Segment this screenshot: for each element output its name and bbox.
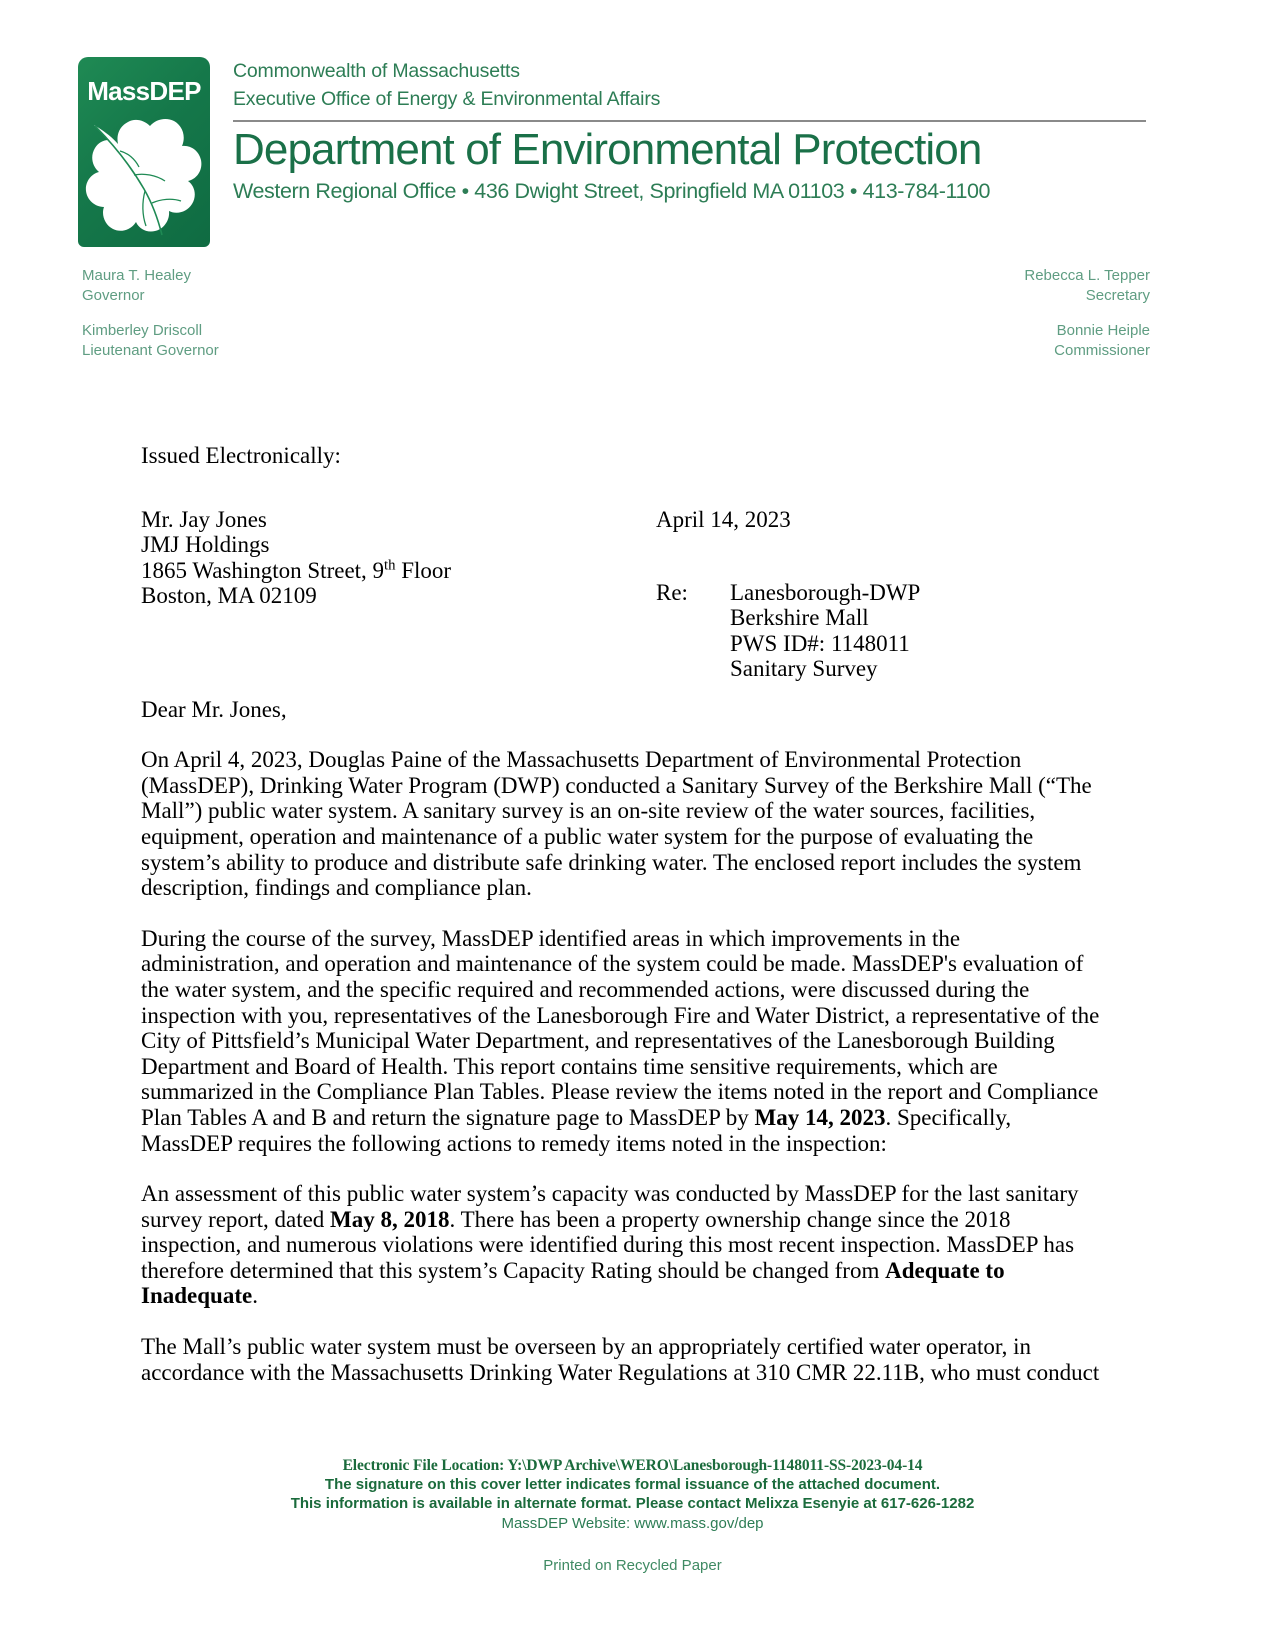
salutation: Dear Mr. Jones, (141, 696, 287, 722)
oak-leaf-icon (82, 107, 210, 247)
official-title: Commissioner (1054, 341, 1150, 359)
official-title: Governor (82, 286, 145, 304)
officials-left-column (82, 266, 219, 376)
reference-line: Sanitary Survey (730, 656, 878, 682)
return-deadline-date: May 14, 2023 (754, 1104, 886, 1130)
regional-office-line: Western Regional Office • 436 Dwight Street, Springfield MA 01103 • 413-784-1100 (233, 179, 991, 203)
official-secretary (1024, 266, 1150, 305)
letter-date: April 14, 2023 (656, 506, 791, 532)
paragraph-text: . (252, 1283, 258, 1309)
official-name: Maura T. Healey (82, 267, 191, 284)
paragraph-survey-findings (141, 926, 1101, 1156)
prior-survey-date: May 8, 2018 (330, 1206, 450, 1232)
reference-label: Re: (656, 579, 688, 605)
department-title: Department of Environmental Protection (233, 125, 982, 174)
recycled-paper-note: Printed on Recycled Paper (543, 1557, 722, 1574)
recipient-street-tail: Floor (395, 557, 452, 583)
officials-block (78, 266, 1150, 361)
official-title: Secretary (1085, 286, 1150, 304)
paragraph-capacity-assessment (141, 1181, 1101, 1309)
commonwealth-line: Commonwealth of Massachusetts (233, 60, 520, 82)
official-commissioner (1024, 321, 1150, 360)
issued-electronically-line: Issued Electronically: (141, 443, 341, 468)
recipient-street-prefix: 1865 Washington Street, 9 (141, 557, 385, 583)
massdep-wordmark: MassDEP (87, 76, 201, 106)
signature-note: The signature on this cover letter indicates formal issuance of the attached document. (324, 1476, 941, 1493)
paragraph-text: . Specifically, MassDEP requires the following actions to remedy items noted in the inspection: (141, 1104, 1012, 1156)
official-name: Bonnie Heiple (1056, 322, 1150, 339)
executive-office-line: Executive Office of Energy & Environmental Affairs (233, 88, 661, 110)
letterhead-text (233, 57, 1148, 206)
letterhead (78, 57, 1148, 252)
reference-line: PWS ID#: 1148011 (730, 630, 910, 656)
recipient-address (141, 507, 621, 609)
officials-right-column (1024, 266, 1150, 376)
reference-lines (730, 580, 920, 682)
official-name: Kimberley Driscoll (82, 322, 203, 339)
official-lieutenant-governor (82, 321, 219, 360)
alternate-format-note: This information is available in alternate format. Please contact Melixza Esenyie at 617-626-1282 (290, 1495, 975, 1512)
recipient-street-ordinal: th (384, 557, 396, 574)
address-and-reference-row (141, 507, 1101, 697)
paragraph-text: During the course of the survey, MassDEP identified areas in which improvements in the administration, and operation and maintenance of the system could be made. MassDEP's evaluation of the water system, and the specific required and recommended actions, were discussed during the inspection with you, representatives of the Lanesborough Fire and Water District, a representative of the City of Pittsfield’s Municipal Water Department, and representatives of the Lanesborough Building Department and Board of Health. This report contains time sensitive requirements, which are summarized in the Compliance Plan Tables. Please review the items noted in the report and Compliance Plan Tables A and B and return the signature page to MassDEP by (141, 925, 1100, 1130)
reference-line: Lanesborough-DWP (730, 579, 921, 605)
reference-line: Berkshire Mall (730, 605, 869, 631)
capacity-rating-change: Adequate to Inadequate (141, 1257, 1005, 1309)
paragraph-certified-operator: The Mall’s public water system must be overseen by an appropriately certified water operator, in accordance with the Massachusetts Drinking Water Regulations at 310 CMR 22.11B, who must conduct (141, 1334, 1100, 1385)
paragraph-text: . There has been a property ownership change since the 2018 inspection, and numerous violations were identified during this most recent inspection. MassDEP has therefore determined that this system’s Capacity Rating should be changed from (141, 1206, 1075, 1283)
reference-block (656, 580, 920, 682)
paragraph-text: An assessment of this public water system’s capacity was conducted by MassDEP for the last sanitary survey report, dated (141, 1181, 1079, 1232)
recipient-city-state-zip: Boston, MA 02109 (141, 583, 317, 609)
official-name: Rebecca L. Tepper (1024, 267, 1150, 284)
massdep-logo (78, 57, 210, 247)
page-footer (0, 1456, 1265, 1574)
paragraph-survey-overview: On April 4, 2023, Douglas Paine of the Massachusetts Department of Environmental Protection (MassDEP), Drinking Water Program (DWP) conducted a Sanitary Survey of the Berkshire Mall (“The Mall”) public water system. A sanitary survey is an on-site review of the water sources, facilities, equipment, operation and maintenance of a public water system for the purpose of evaluating the system’s ability to produce and distribute safe drinking water. The enclosed report includes the system description, findings and compliance plan. (141, 747, 1092, 901)
recipient-company: JMJ Holdings (141, 532, 270, 558)
massdep-website: MassDEP Website: www.mass.gov/dep (501, 1515, 764, 1532)
official-governor (82, 266, 219, 305)
recipient-street (141, 558, 621, 584)
letterhead-divider (233, 120, 1146, 122)
letter-body (141, 443, 1101, 1410)
recipient-name: Mr. Jay Jones (141, 506, 267, 532)
electronic-file-location: Electronic File Location: Y:\DWP Archive\WERO\Lanesborough-1148011-SS-2023-04-14 (342, 1457, 923, 1474)
official-title: Lieutenant Governor (82, 341, 219, 359)
